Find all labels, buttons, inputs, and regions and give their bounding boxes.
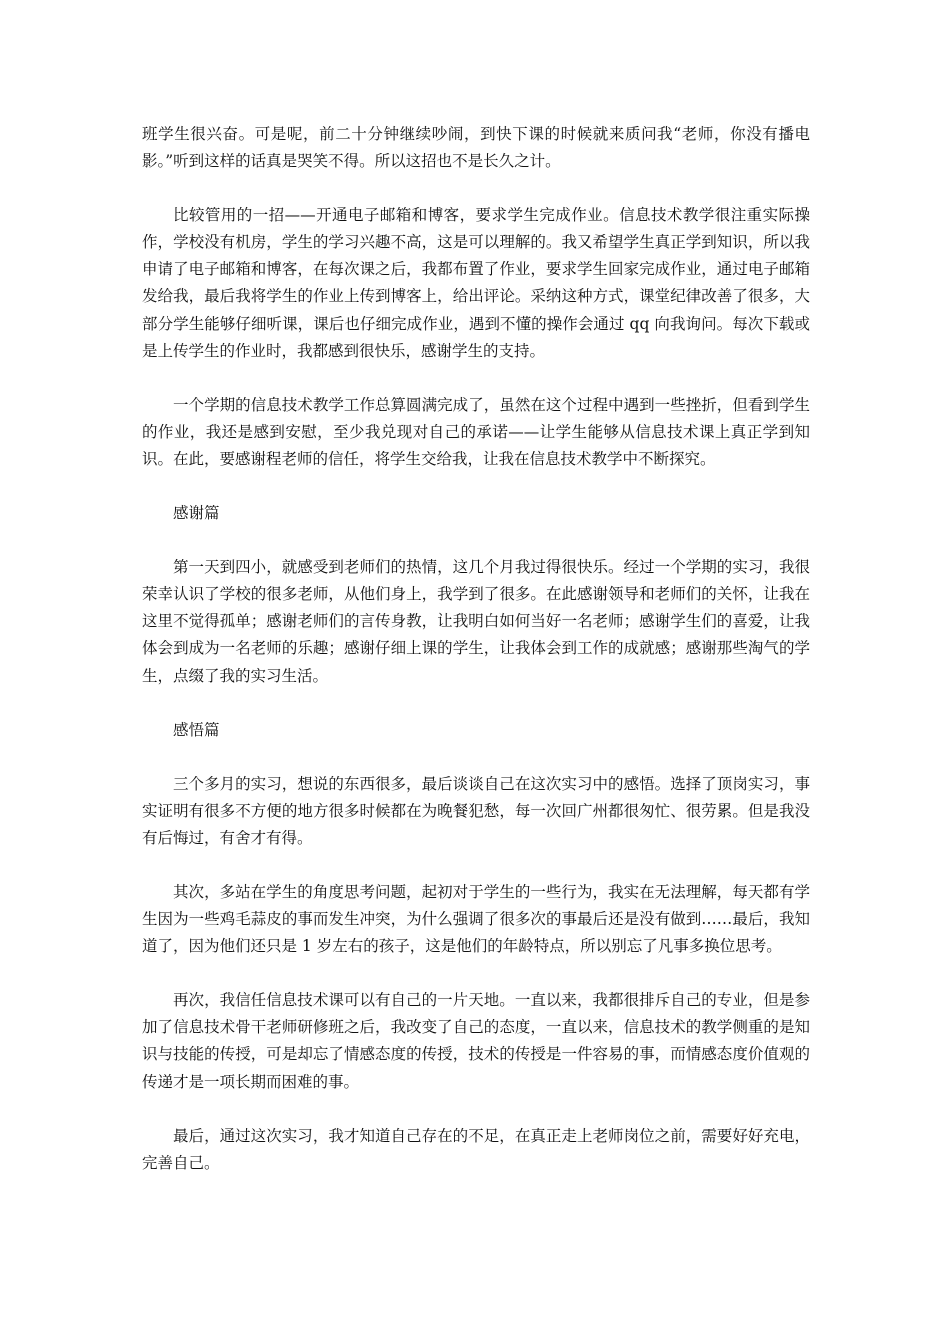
paragraph-email-blog: 比较管用的一招——开通电子邮箱和博客，要求学生完成作业。信息技术教学很注重实际操作，学校没有机房，学生的学习兴趣不高，这是可以理解的。我又希望学生真正学到知识，所以我申请了电子邮箱和博客，在每次课之后，我都布置了作业，要求学生回家完成作业，通过电子邮箱发给我，最后我将学生的作业上传到博客上，给出评论。采纳这种方式，课堂纪律改善了很多，大部分学生能够仔细听课，课后也仔细完成作业，遇到不懂的操作会通过 qq 向我询问。每次下载或是上传学生的作业时，我都感到很快乐，感谢学生的支持。: [142, 206, 810, 360]
paragraph-reflection-first: 三个多月的实习，想说的东西很多，最后谈谈自己在这次实习中的感悟。选择了顶岗实习，事实证明有很多不方便的地方很多时候都在为晚餐犯愁，每一次回广州都很匆忙、很劳累。但是我没有后悔过，有舍才有得。: [142, 774, 810, 847]
section-heading-reflections: 感悟篇: [173, 720, 220, 739]
section-heading-thanks: 感谢篇: [173, 504, 220, 523]
paragraph-reflection-third: 再次，我信任信息技术课可以有自己的一片天地。一直以来，我都很排斥自己的专业，但是参加了信息技术骨干老师研修班之后，我改变了自己的态度，一直以来，信息技术的教学侧重的是知识与技能的传授，可是却忘了情感态度的传授，技术的传授是一件容易的事，而情感态度价值观的传递才是一项长期而困难的事。: [142, 991, 810, 1091]
paragraph-reflection-last: 最后，通过这次实习，我才知道自己存在的不足，在真正走上老师岗位之前，需要好好充电，完善自己。: [142, 1126, 810, 1172]
paragraph-continued: 班学生很兴奋。可是呢，前二十分钟继续吵闹，到快下课的时候就来质问我“老师，你没有播电影。”听到这样的话真是哭笑不得。所以这招也不是长久之计。: [142, 125, 810, 171]
paragraph-semester-summary: 一个学期的信息技术教学工作总算圆满完成了，虽然在这个过程中遇到一些挫折，但看到学生的作业，我还是感到安慰，至少我兑现对自己的承诺——让学生能够从信息技术课上真正学到知识。在此，要感谢程老师的信任，将学生交给我，让我在信息技术教学中不断探究。: [142, 395, 810, 468]
paragraph-reflection-second: 其次，多站在学生的角度思考问题，起初对于学生的一些行为，我实在无法理解，每天都有学生因为一些鸡毛蒜皮的事而发生冲突，为什么强调了很多次的事最后还是没有做到……最后，我知道了，因为他们还只是 1 岁左右的孩子，这是他们的年龄特点，所以别忘了凡事多换位思考。: [142, 882, 810, 956]
paragraph-thanks: 第一天到四小，就感受到老师们的热情，这几个月我过得很快乐。经过一个学期的实习，我很荣幸认识了学校的很多老师，从他们身上，我学到了很多。在此感谢领导和老师们的关怀，让我在这里不觉得孤单；感谢老师们的言传身教，让我明白如何当好一名老师；感谢学生们的喜爱，让我体会到成为一名老师的乐趣；感谢仔细上课的学生，让我体会到工作的成就感；感谢那些淘气的学生，点缀了我的实习生活。: [142, 558, 810, 685]
document-page: [142, 121, 810, 1204]
